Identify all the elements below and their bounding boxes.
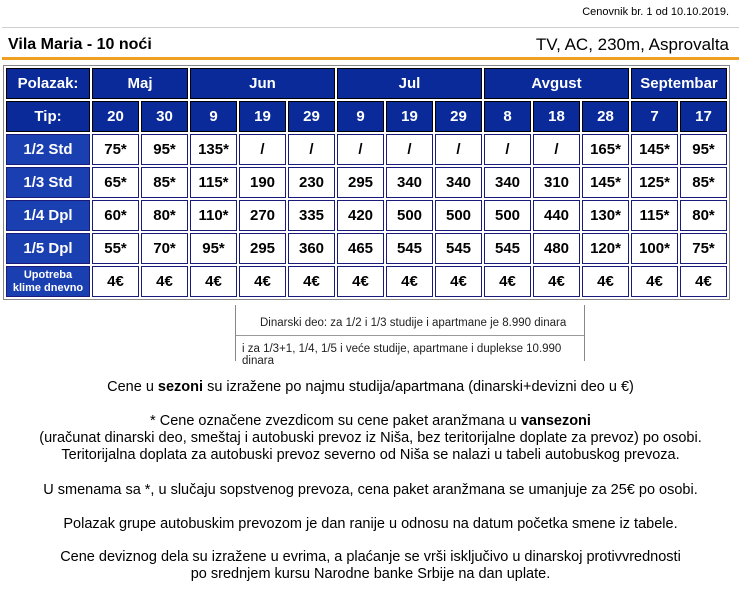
currency-note [0, 549, 741, 583]
price-cell: / [288, 134, 335, 165]
day-header: 29 [435, 101, 482, 132]
text-bold: sezoni [157, 379, 204, 395]
price-table [3, 65, 730, 300]
table-row [6, 134, 727, 165]
price-cell: 500 [484, 200, 531, 231]
clima-cell: 4€ [288, 266, 335, 297]
text-span: (uračunat dinarski deo, smeštaj i autobuski prevoz iz Niša, bez teritorijalne doplate za prevoz) po osobi. [39, 430, 702, 446]
price-cell: 85* [141, 167, 188, 198]
clima-cell: 4€ [141, 266, 188, 297]
clima-cell: 4€ [631, 266, 678, 297]
month-header: Jun [190, 68, 335, 99]
price-cell: 480 [533, 233, 580, 264]
month-header: Avgust [484, 68, 629, 99]
day-header: 8 [484, 101, 531, 132]
price-cell: 100* [631, 233, 678, 264]
dinar-part-note [235, 305, 585, 367]
price-cell: 85* [680, 167, 727, 198]
price-list-number: Cenovnik br. 1 od 10.10.2019. [582, 6, 729, 18]
price-cell: 80* [141, 200, 188, 231]
month-header: Septembar [631, 68, 727, 99]
text-span: * Cene označene zvezdicom su cene paket aranžmana u [150, 413, 521, 429]
price-cell: 70* [141, 233, 188, 264]
price-cell: 95* [190, 233, 237, 264]
price-cell: 110* [190, 200, 237, 231]
price-cell: 545 [435, 233, 482, 264]
price-cell: 500 [435, 200, 482, 231]
day-header: 20 [92, 101, 139, 132]
day-header: 30 [141, 101, 188, 132]
table-row [6, 200, 727, 231]
text-span: po srednjem kursu Narodne banke Srbije na dan uplate. [190, 566, 551, 582]
price-cell: 340 [386, 167, 433, 198]
text-bold: vansezoni [520, 413, 591, 429]
clima-cell: 4€ [190, 266, 237, 297]
day-header: 9 [337, 101, 384, 132]
price-cell: 95* [680, 134, 727, 165]
season-note [0, 379, 741, 396]
clima-cell: 4€ [239, 266, 286, 297]
accommodation-features: TV, AC, 230m, Asprovalta [535, 35, 729, 54]
row-label: 1/3 Std [6, 167, 90, 198]
price-cell: 115* [631, 200, 678, 231]
price-cell: 145* [631, 134, 678, 165]
clima-label-line: klime dnevno [12, 281, 84, 294]
day-header: 18 [533, 101, 580, 132]
offseason-note [0, 413, 741, 464]
type-row [6, 101, 727, 132]
own-transport-note: U smenama sa *, u slučaju sopstvenog prevoza, cena paket aranžmana se umanjuje za 25€ po osobi. [43, 482, 698, 498]
price-cell: 465 [337, 233, 384, 264]
clima-cell: 4€ [435, 266, 482, 297]
row-label: 1/4 Dpl [6, 200, 90, 231]
accommodation-title: Vila Maria - 10 noći [8, 36, 152, 53]
clima-cell: 4€ [92, 266, 139, 297]
price-cell: 120* [582, 233, 629, 264]
clima-cell: 4€ [337, 266, 384, 297]
row-label: 1/2 Std [6, 134, 90, 165]
price-cell: / [533, 134, 580, 165]
price-cell: 340 [435, 167, 482, 198]
text-span: Teritorijalna doplata za autobuski prevoz severno od Niša se nalazi u tabeli autobuskog prevoza. [61, 447, 680, 463]
price-cell: 65* [92, 167, 139, 198]
note-line: i za 1/3+1, 1/4, 1/5 i veće studije, apartmane i duplekse 10.990 dinara [242, 343, 562, 367]
text-span: Cene deviznog dela su izražene u evrima, a plaćanje se vrši isključivo u dinarskoj protivvrednosti [60, 549, 681, 565]
note-divider [236, 335, 584, 336]
price-cell: 500 [386, 200, 433, 231]
clima-cell: 4€ [484, 266, 531, 297]
price-cell: 75* [680, 233, 727, 264]
clima-cell: 4€ [680, 266, 727, 297]
price-cell: 125* [631, 167, 678, 198]
price-cell: 270 [239, 200, 286, 231]
price-cell: 420 [337, 200, 384, 231]
price-cell: 145* [582, 167, 629, 198]
price-cell: 165* [582, 134, 629, 165]
row-label: 1/5 Dpl [6, 233, 90, 264]
price-cell: 340 [484, 167, 531, 198]
day-header: 29 [288, 101, 335, 132]
clima-cell: 4€ [582, 266, 629, 297]
price-cell: 55* [92, 233, 139, 264]
departure-row [6, 68, 727, 99]
day-header: 28 [582, 101, 629, 132]
price-cell: 115* [190, 167, 237, 198]
price-cell: 440 [533, 200, 580, 231]
table-row [6, 167, 727, 198]
price-cell: 545 [386, 233, 433, 264]
day-header: 17 [680, 101, 727, 132]
price-cell: / [484, 134, 531, 165]
price-cell: 545 [484, 233, 531, 264]
price-cell: 95* [141, 134, 188, 165]
price-cell: 230 [288, 167, 335, 198]
day-header: 7 [631, 101, 678, 132]
price-cell: 335 [288, 200, 335, 231]
day-header: 19 [239, 101, 286, 132]
clima-cell: 4€ [386, 266, 433, 297]
month-header: Jul [337, 68, 482, 99]
text-span: Cene u [107, 379, 158, 395]
price-cell: 60* [92, 200, 139, 231]
day-header: 19 [386, 101, 433, 132]
price-cell: / [337, 134, 384, 165]
day-header: 9 [190, 101, 237, 132]
note-line: Dinarski deo: za 1/2 i 1/3 studije i apartmane je 8.990 dinara [260, 317, 567, 329]
title-bar [2, 27, 739, 60]
price-cell: 310 [533, 167, 580, 198]
price-cell: / [239, 134, 286, 165]
table-row [6, 233, 727, 264]
price-cell: 75* [92, 134, 139, 165]
clima-row [6, 266, 727, 297]
price-cell: 80* [680, 200, 727, 231]
clima-label [6, 266, 90, 297]
price-cell: / [386, 134, 433, 165]
departure-note: Polazak grupe autobuskim prevozom je dan ranije u odnosu na datum početka smene iz tabele. [63, 516, 678, 532]
type-label: Tip: [6, 101, 90, 132]
departure-label: Polazak: [6, 68, 90, 99]
clima-cell: 4€ [533, 266, 580, 297]
price-cell: 295 [239, 233, 286, 264]
clima-label-line: Upotreba [23, 268, 73, 281]
price-cell: 295 [337, 167, 384, 198]
price-cell: 130* [582, 200, 629, 231]
month-header: Maj [92, 68, 188, 99]
price-cell: 360 [288, 233, 335, 264]
price-cell: 135* [190, 134, 237, 165]
price-cell: 190 [239, 167, 286, 198]
text-span: su izražene po najmu studija/apartmana (dinarski+devizni deo u €) [203, 379, 634, 395]
price-cell: / [435, 134, 482, 165]
